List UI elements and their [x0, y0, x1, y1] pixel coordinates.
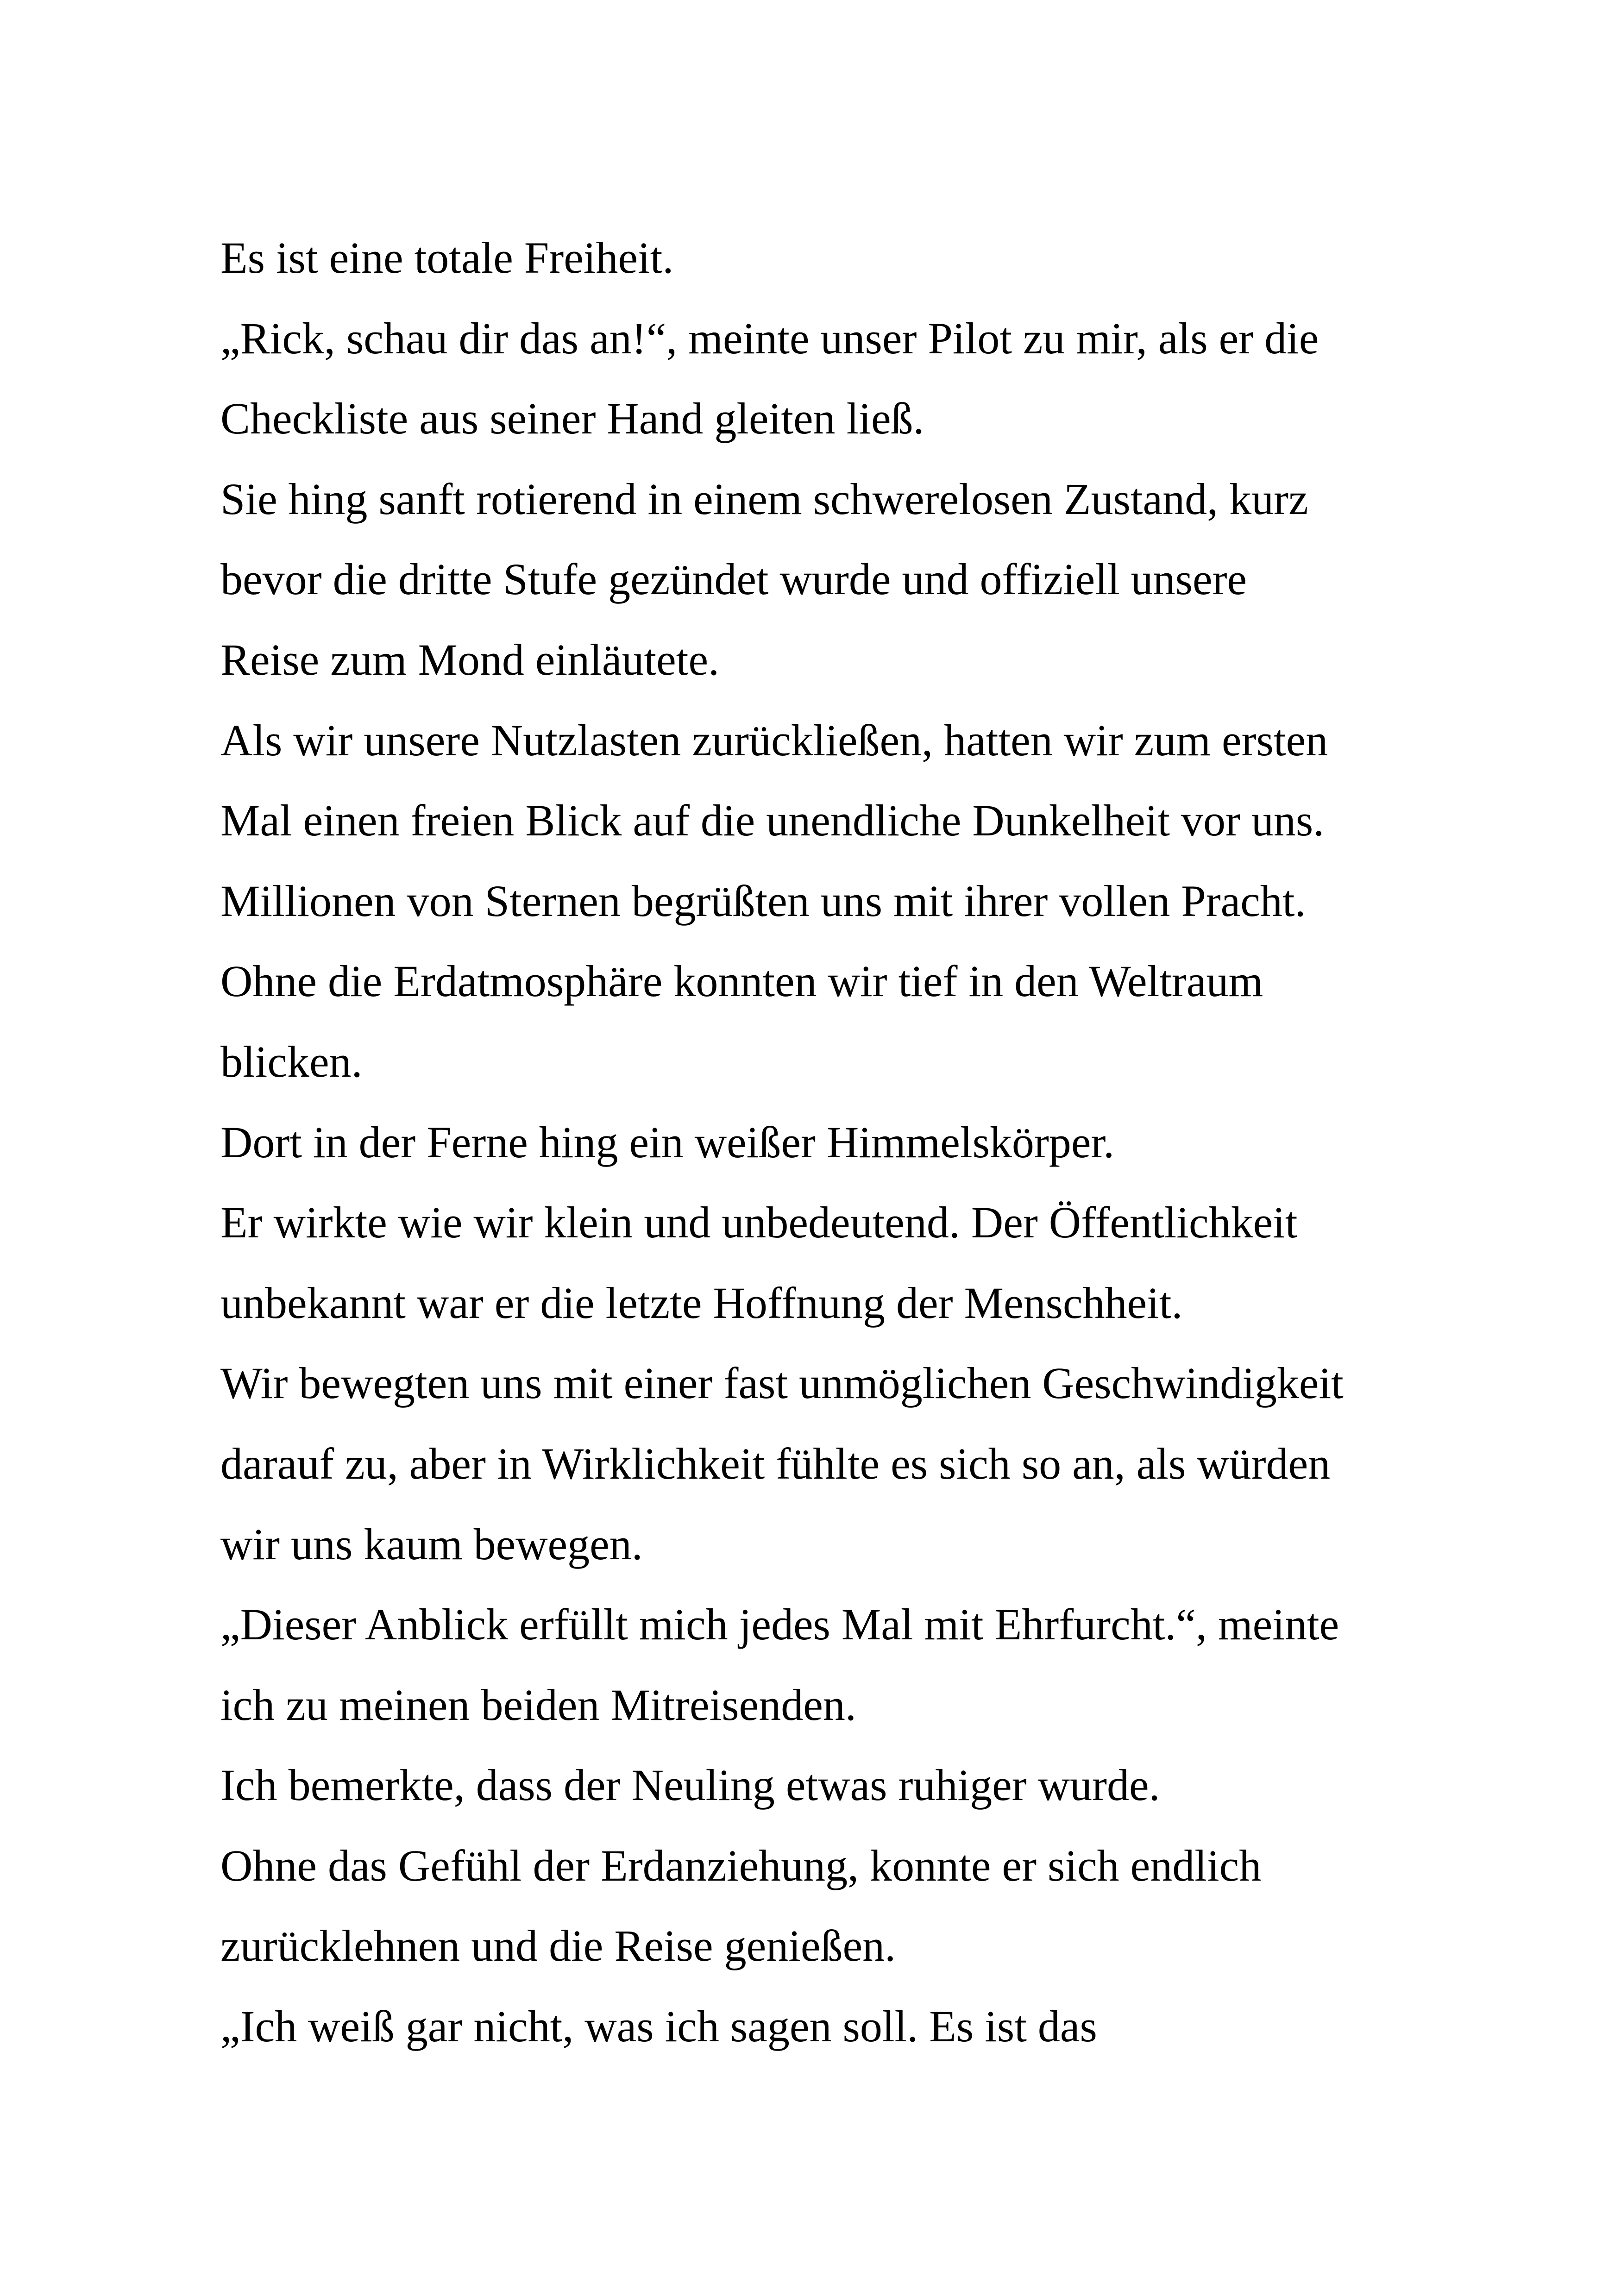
text-line: Reise zum Mond einläutete.: [220, 634, 720, 684]
text-line: Sie hing sanft rotierend in einem schwerelosen Zustand, kurz: [220, 474, 1308, 524]
text-line: Ohne das Gefühl der Erdanziehung, konnte er sich endlich: [220, 1840, 1262, 1890]
text-line: unbekannt war er die letzte Hoffnung der Menschheit.: [220, 1278, 1183, 1328]
text-line: „Dieser Anblick erfüllt mich jedes Mal mit Ehrfurcht.“, meinte: [220, 1600, 1339, 1650]
text-line: Ohne die Erdatmosphäre konnten wir tief in den Weltraum: [220, 956, 1263, 1006]
text-line: Mal einen freien Blick auf die unendliche Dunkelheit vor uns.: [220, 796, 1325, 846]
text-line: Ich bemerkte, dass der Neuling etwas ruhiger wurde.: [220, 1760, 1160, 1810]
text-line: Als wir unsere Nutzlasten zurückließen, hatten wir zum ersten: [220, 715, 1328, 765]
text-line: Dort in der Ferne hing ein weißer Himmelskörper.: [220, 1117, 1115, 1167]
text-line: bevor die dritte Stufe gezündet wurde und offiziell unsere: [220, 554, 1247, 604]
text-line: „Rick, schau dir das an!“, meinte unser Pilot zu mir, als er die: [220, 313, 1319, 363]
text-line: ich zu meinen beiden Mitreisenden.: [220, 1680, 856, 1730]
text-line: zurücklehnen und die Reise genießen.: [220, 1921, 896, 1971]
text-line: Wir bewegten uns mit einer fast unmöglichen Geschwindigkeit: [220, 1358, 1344, 1408]
text-line: Es ist eine totale Freiheit.: [220, 233, 674, 282]
text-line: darauf zu, aber in Wirklichkeit fühlte es sich so an, als würden: [220, 1438, 1331, 1488]
text-line: wir uns kaum bewegen.: [220, 1519, 643, 1569]
body-text: [220, 218, 1471, 2067]
text-line: Checkliste aus seiner Hand gleiten ließ.: [220, 394, 924, 444]
text-line: Er wirkte wie wir klein und unbedeutend. Der Öffentlichkeit: [220, 1198, 1298, 1248]
text-line: „Ich weiß gar nicht, was ich sagen soll. Es ist das: [220, 2001, 1097, 2051]
text-line: blicken.: [220, 1036, 363, 1086]
text-line: Millionen von Sternen begrüßten uns mit ihrer vollen Pracht.: [220, 876, 1306, 926]
